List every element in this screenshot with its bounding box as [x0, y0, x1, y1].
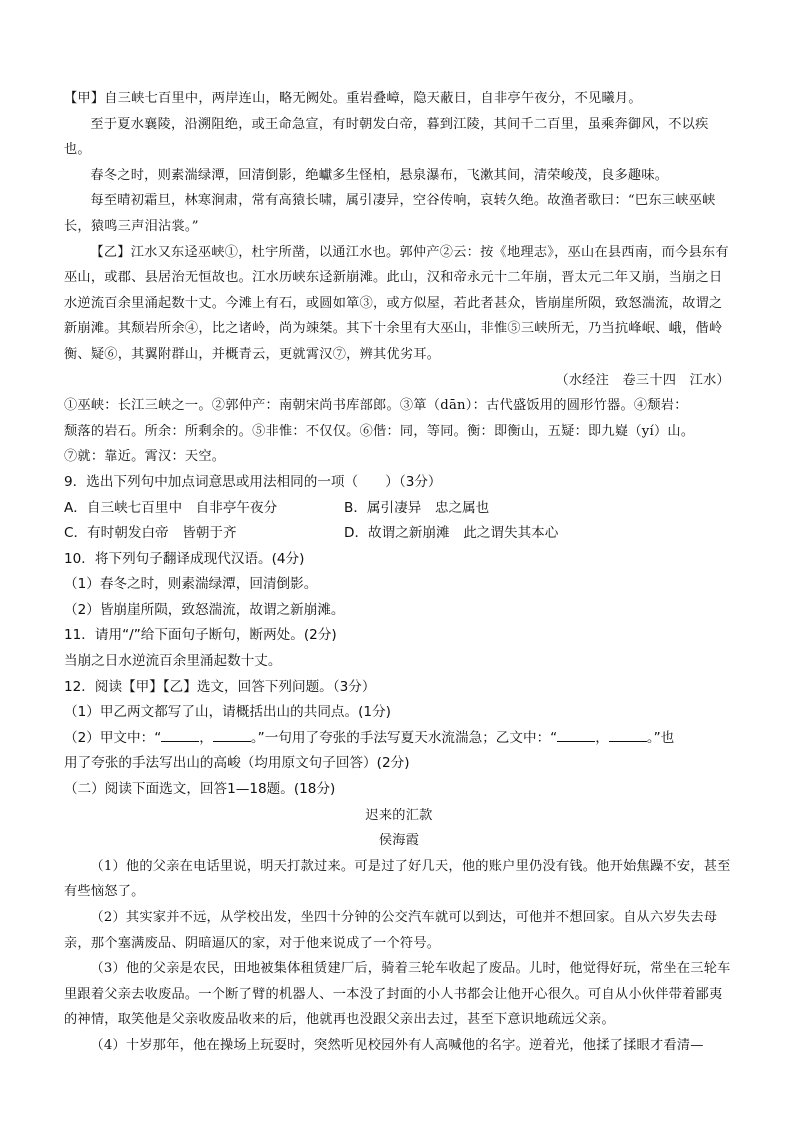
option-d: D．故谓之新崩滩 此之谓失其本心 [344, 525, 559, 542]
annotations [64, 393, 734, 470]
article-paragraph-4: （4）十岁那年，他在操场上玩耍时，突然听见校园外有人高喊他的名字。逆着光，他揉了揉眼才看清— [90, 1037, 704, 1053]
question-9 [64, 470, 734, 547]
passage-jia-paragraph-2: 至于夏水襄陵，沿溯阻绝，或王命急宣，有时朝发白帝，暮到江陵，其间千二百里，虽乘奔御风，不以疾也。 [64, 116, 709, 158]
answer-blank[interactable] [213, 727, 251, 742]
article-title: 迟来的汇款 [365, 807, 433, 823]
passage-jia-paragraph-1: 【甲】自三峡七百里中，两岸连山，略无阙处。重岩叠嶂，隐天蔽日，自非亭午夜分，不见曦月。 [64, 91, 642, 106]
question-10-stem: 10．将下列句子翻译成现代汉语。(4分) [64, 550, 305, 567]
question-10 [64, 547, 734, 624]
article-paragraph-1: （1）他的父亲在电话里说，明天打款过来。可是过了好几天，他的账户里仍没有钱。他开始焦躁不安，甚至有些恼怒了。 [64, 858, 731, 900]
question-10-sentence-1: （1）春冬之时，则素湍绿潭，回清倒影。 [64, 576, 318, 593]
section-2-stem: （二）阅读下面选文，回答1—18题。(18分) [64, 781, 336, 798]
question-12-sub-1: （1）甲乙两文都写了山，请概括出山的共同点。(1分) [64, 704, 391, 721]
question-9-stem: 9．选出下列句中加点词意思或用法相同的一项（ ）（3分） [64, 473, 442, 490]
annotation-line-2: 颓落的岩石。所余：所剩余的。⑤非惟：不仅仅。⑥偕：同，等同。衡：即衡山，五疑：即九嶷（yí）山。 [64, 423, 695, 439]
passage-yi-source: （水经注 卷三十四 江水） [555, 372, 730, 388]
question-12-stem: 12．阅读【甲】【乙】选文，回答下列问题。（3分） [64, 678, 376, 695]
passage-yi-paragraph: 【乙】江水又东迳巫峡①，杜宇所凿，以通江水也。郭仲产②云：按《地理志》，巫山在县西南，而今县东有巫山，或郡、县居治无恒故也。江水历峡东迳新崩滩。此山，汉和帝永元十二年崩，晋太元二年又崩，当崩之日水逆流百余里涌起数十丈。今滩上有石，或圆如箪③，或方似屋，若此者甚众，皆崩崖所陨，致怒湍流，故谓之新崩滩。其颓岩所余④，比之诸岭，尚为竦桀。其下十余里有大巫山，非惟⑤三峡所无，乃当抗峰岷、峨，偕岭衡、疑⑥，其翼附群山，并概青云，更就霄汉⑦，辨其优劣耳。 [64, 244, 729, 362]
answer-blank[interactable] [609, 727, 647, 742]
answer-blank[interactable] [161, 727, 199, 742]
question-12-sub-2: （2）甲文中：“ ， 。”一句用了夸张的手法写夏天水流湍急；乙文中：“ ， 。”也 [64, 726, 734, 752]
question-11-stem: 11．请用“/”给下面句子断句，断两处。(2分) [64, 627, 337, 644]
question-11-sentence: 当崩之日水逆流百余里涌起数十丈。 [64, 653, 282, 670]
passage-jia-paragraph-3: 春冬之时，则素湍绿潭，回清倒影，绝巘多生怪柏，悬泉瀑布，飞漱其间，清荣峻茂，良多趣味。 [90, 167, 669, 183]
passage-jia-paragraph-4: 每至晴初霜旦，林寒涧肃，常有高猿长啸，属引凄异，空谷传响，哀转久绝。故渔者歌曰：“巴东三峡巫峡长，猿鸣三声泪沾裳。” [64, 193, 716, 234]
annotation-line-1: ①巫峡：长江三峡之一。②郭仲产：南朝宋尚书库部郎。③箪（dān）：古代盛饭用的圆形竹器。④颓岩： [64, 398, 688, 414]
option-b: B．属引凄异 忠之属也 [344, 499, 490, 516]
article-paragraph-3: （3）他的父亲是农民，田地被集体租赁建厂后，骑着三轮车收起了废品。儿时，他觉得好玩，常坐在三轮车里跟着父亲去收废品。一个断了臂的机器人、一本没了封面的小人书都会让他开心很久。可自从小伙伴带着鄙夷的神情，取笑他是父亲收废品收来的后，他就再也没跟父亲出去过，甚至下意识地疏远父亲。 [64, 961, 731, 1028]
question-10-sentence-2: （2）皆崩崖所陨，致怒湍流，故谓之新崩滩。 [64, 601, 345, 618]
question-11 [64, 623, 734, 674]
passage-jia [64, 86, 734, 240]
passage-yi [64, 240, 734, 394]
article-paragraph-2: （2）其实家并不远，从学校出发，坐四十分钟的公交汽车就可以到达，可他并不想回家。自从六岁失去母亲，那个塞满废品、阴暗逼仄的家，对于他来说成了一个符号。 [64, 910, 718, 951]
annotation-line-3: ⑦就：靠近。霄汉：天空。 [64, 449, 226, 465]
question-12 [64, 675, 734, 803]
section-2-passage [64, 803, 734, 1059]
option-c: C．有时朝发白帝 皆朝于齐 [64, 525, 237, 542]
question-12-sub-2-continued: 用了夸张的手法写出山的高峻（均用原文句子回答）(2分) [64, 755, 410, 772]
answer-blank[interactable] [557, 727, 595, 742]
article-author: 侯海霞 [378, 833, 420, 849]
option-a: A．自三峡七百里中 自非亭午夜分 [64, 499, 278, 516]
